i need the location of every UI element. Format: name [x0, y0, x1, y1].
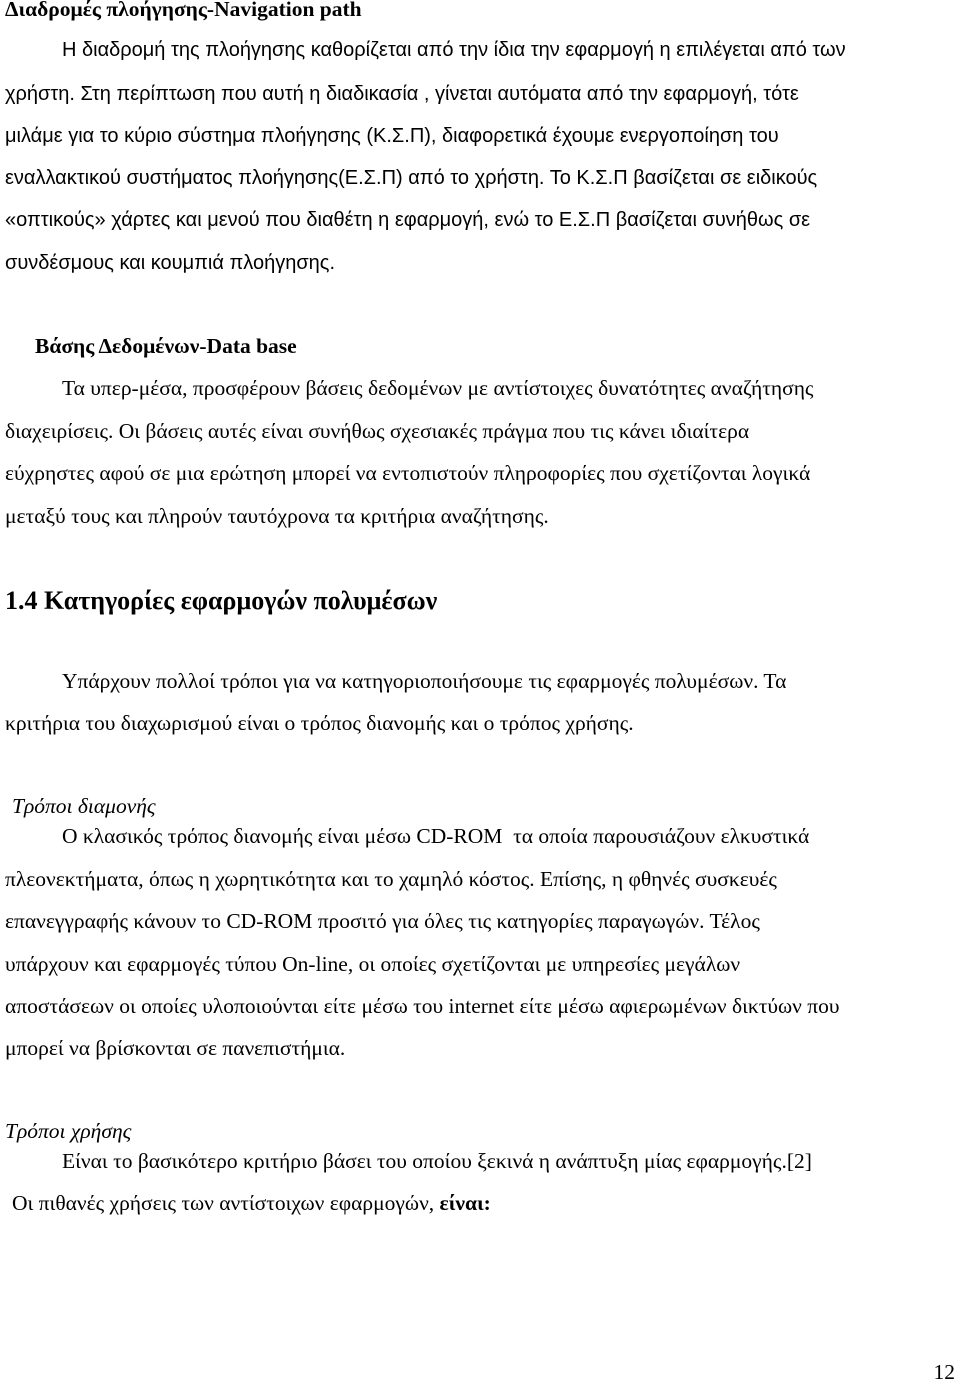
subsection-heading: Τρόποι χρήσης — [5, 1119, 132, 1143]
closing-line — [12, 1191, 491, 1215]
paragraph-line: υπάρχουν και εφαρμογές τύπου On-line, οι οποίες σχετίζονται με υπηρεσίες μεγάλων — [5, 952, 741, 976]
paragraph-line: συνδέσμους και κουμπιά πλοήγησης. — [5, 252, 335, 274]
paragraph-line: Είναι το βασικότερο κριτήριο βάσει του οποίου ξεκινά η ανάπτυξη μίας εφαρμογής.[2] — [62, 1149, 812, 1173]
paragraph-line: πλεονεκτήματα, όπως η χωρητικότητα και το χαμηλό κόστος. Επίσης, η φθηνές συσκευές — [5, 867, 777, 891]
page-number: 12 — [933, 1360, 955, 1384]
chapter-heading: 1.4 Κατηγορίες εφαρμογών πολυμέσων — [5, 586, 438, 615]
paragraph-line: χρήστη. Στη περίπτωση που αυτή η διαδικασία , γίνεται αυτόματα από την εφαρμογή, τότε — [5, 83, 799, 105]
subsection-heading: Τρόποι διαμονής — [12, 794, 156, 818]
paragraph-line: μπορεί να βρίσκονται σε πανεπιστήμια. — [5, 1036, 346, 1060]
paragraph-line: εύχρηστες αφού σε μια ερώτηση μπορεί να εντοπιστούν πληροφορίες που σχετίζονται λογικά — [5, 461, 811, 485]
paragraph-line: αποστάσεων οι οποίες υλοποιούνται είτε μέσω του internet είτε μέσω αφιερωμένων δικτύων που — [5, 994, 840, 1018]
paragraph-line: διαχειρίσεις. Οι βάσεις αυτές είναι συνήθως σχεσιακές πράγμα που τις κάνει ιδιαίτερα — [5, 419, 750, 443]
paragraph-line: Η διαδρομή της πλοήγησης καθορίζεται από την ίδια την εφαρμογή η επιλέγεται από των — [62, 39, 846, 61]
paragraph-line: επανεγγραφής κάνουν το CD-ROM προσιτό για όλες τις κατηγορίες παραγωγών. Τέλος — [5, 909, 760, 933]
paragraph-line: κριτήρια του διαχωρισμού είναι ο τρόπος διανομής και ο τρόπος χρήσης. — [5, 711, 634, 735]
paragraph-line: Υπάρχουν πολλοί τρόποι για να κατηγοριοποιήσουμε τις εφαρμογές πολυμέσων. Τα — [62, 669, 787, 693]
closing-text: Οι πιθανές χρήσεις των αντίστοιχων εφαρμογών, — [12, 1191, 440, 1215]
paragraph-line: Τα υπερ-μέσα, προσφέρουν βάσεις δεδομένων με αντίστοιχες δυνατότητες αναζήτησης — [62, 376, 814, 400]
paragraph-line: εναλλακτικού συστήματος πλοήγησης(Ε.Σ.Π) από το χρήστη. Το Κ.Σ.Π βασίζεται σε ειδικούς — [5, 167, 818, 189]
paragraph-line: μιλάμε για το κύριο σύστημα πλοήγησης (Κ.Σ.Π), διαφορετικά έχουμε ενεργοποίηση του — [5, 125, 779, 147]
paragraph-line: Ο κλασικός τρόπος διανομής είναι μέσω CD-ROM τα οποία παρουσιάζουν ελκυστικά — [62, 824, 810, 848]
section-heading: Βάσης Δεδομένων-Data base — [35, 334, 297, 358]
paragraph-line: «οπτικούς» χάρτες και μενού που διαθέτη η εφαρμογή, ενώ το Ε.Σ.Π βασίζεται συνήθως σε — [5, 209, 811, 231]
paragraph-line: μεταξύ τους και πληρούν ταυτόχρονα τα κριτήρια αναζήτησης. — [5, 504, 549, 528]
closing-emphasis: είναι: — [439, 1191, 491, 1215]
section-heading: Διαδρομές πλοήγησης-Navigation path — [5, 0, 362, 21]
